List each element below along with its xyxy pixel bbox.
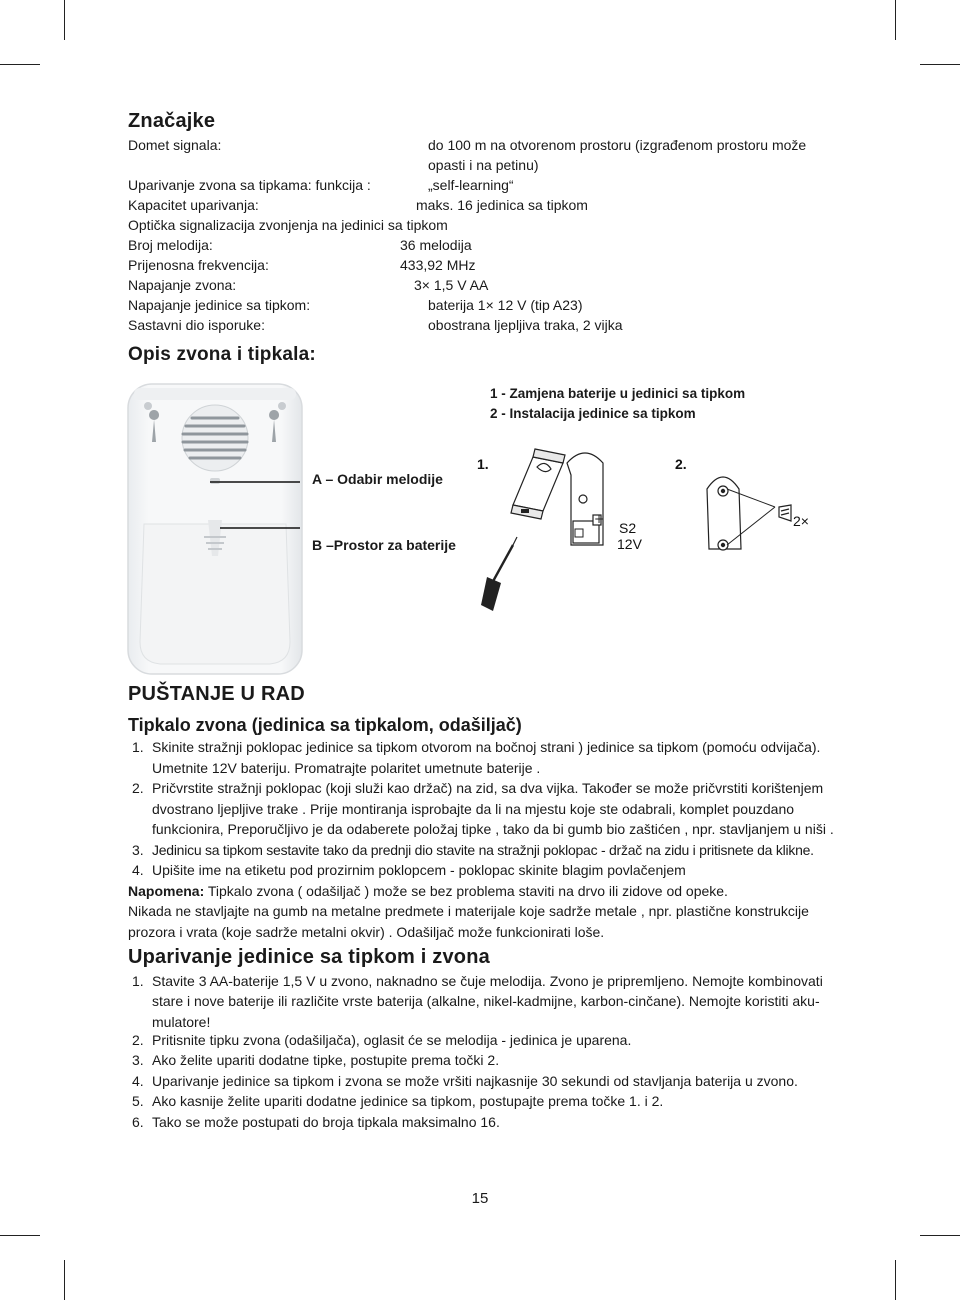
transmitter-subtitle: Tipkalo zvona (jedinica sa tipkalom, odašiljač) [128,715,522,735]
crop-mark [64,1260,65,1300]
spec-label: Optička signalizacija zvonjenja na jedinici sa tipkom [128,217,448,233]
note-paragraph [128,881,833,902]
spec-label: Napajanje zvona: [128,277,237,293]
spec-label: Broj melodija: [128,237,213,253]
step-text: Upišite ime na etiketu pod prozirnim poklopcem - poklopac skinite blagim povlačenjem [152,862,686,878]
step-text: Ako kasnije želite upariti dodatne jedinice sa tipkom, postupajte prema točke 1. i 2. [152,1093,664,1109]
step-number: 4. [132,862,144,878]
spec-label: Kapacitet uparivanja: [128,197,259,213]
step-number: 2. [132,780,144,796]
step-number: 2. [132,1032,144,1048]
spec-value: maks. 16 jedinica sa tipkom [416,197,588,213]
crop-mark [920,64,960,65]
startup-title: PUŠTANJE U RAD [128,683,305,705]
caption-battery-replacement: 1 - Zamjena baterije u jedinici sa tipkom [490,386,746,401]
caption-button-installation: 2 - Instalacija jedinice sa tipkom [490,406,696,421]
label-melody-selection: A – Odabir melodije [312,471,443,487]
spec-label: Prijenosna frekvencija: [128,257,269,273]
step-number: 1. [132,739,144,755]
crop-mark [895,1260,896,1300]
figure-battery-12v: 12V [617,536,642,552]
step-number: 1. [132,973,144,989]
spec-label: Uparivanje zvona sa tipkama: funkcija : [128,177,371,193]
installation-figure [475,445,835,615]
step-text: Skinite stražnji poklopac jedinice sa tipkom otvorom na bočnoj strani ) jedinice sa tipkom (pomoću odvijača). [152,739,821,755]
step-number: 5. [132,1093,144,1109]
spec-value: opasti i na petinu) [428,157,539,173]
step-text: Pritisnite tipku zvona (odašiljača), oglasit će se melodija - jedinica je uparena. [152,1032,632,1048]
step-number: 3. [132,842,144,858]
spec-value: do 100 m na otvorenom prostoru (izgrađenom prostoru može [428,137,807,153]
step-text: funkcionira, Preporučljivo je da odaberete položaj tipke , tako da bi gumb bio zaštićen , npr. stavljanjem u niši . [152,821,834,837]
figure-step-1: 1. [477,456,489,472]
figure-screw-count: 2× [793,513,809,529]
label-battery-compartment: B –Prostor za baterije [312,537,456,553]
pairing-title: Uparivanje jedinice sa tipkom i zvona [128,946,490,968]
step-text: stare i nove baterije ili različite vrste baterija (alkalne, nikel-kadmijne, karbon-cinčane). Nemojte koristiti aku- [152,993,820,1009]
figure-step-2: 2. [675,456,687,472]
step-text: Tako se može postupati do broja tipkala maksimalno 16. [152,1114,500,1130]
step-text: Ako želite upariti dodatne tipke, postupite prema točki 2. [152,1052,500,1068]
spec-value: baterija 1× 12 V (tip A23) [428,297,583,313]
description-title: Opis zvona i tipkala: [128,344,316,365]
step-text: Stavite 3 AA-baterije 1,5 V u zvono, naknadno se čuje melodija. Zvono je pripremljeno. Nemojte kombinovati [152,973,823,989]
step-number: 3. [132,1052,144,1068]
spec-value: 3× 1,5 V AA [414,277,489,293]
spec-value: obostrana ljepljiva traka, 2 vijka [428,317,623,333]
step-text: Pričvrstite stražnji poklopac (koji služi kao držač) na zid, sa dva vijka. Također se može pričvrstiti korištenjem [152,780,824,796]
crop-mark [0,64,40,65]
step-number: 6. [132,1114,144,1130]
step-text: Umetnite 12V bateriju. Promatrajte polaritet umetnute baterije . [152,760,541,776]
step-text: Uparivanje jedinice sa tipkom i zvona se može vršiti najkasnije 30 sekundi od stavljanja baterija u zvono. [152,1073,798,1089]
crop-mark [895,0,896,40]
spec-value: „self-learning“ [428,177,514,193]
spec-value: 433,92 MHz [400,257,476,273]
crop-mark [920,1235,960,1236]
crop-mark [64,0,65,40]
spec-label: Domet signala: [128,137,222,153]
crop-mark [0,1235,40,1236]
specs-title: Značajke [128,110,216,132]
step-number: 4. [132,1073,144,1089]
step-text: mulatore! [152,1014,211,1030]
step-text: dvostrano ljepljive trake . Prije montiranja isprobajte da li na mjestu koje ste odabrali, komplet pouzdano [152,801,795,817]
note-line: Nikada ne stavljajte na gumb na metalne predmete i materijale koje sadrže metale , npr. plastične konstrukcije [128,903,809,919]
note-label: Napomena: [128,883,205,899]
spec-label: Napajanje jedinice sa tipkom: [128,297,311,313]
spec-label: Sastavni dio isporuke: [128,317,265,333]
figure-switch-s2: S2 [619,520,637,536]
note-text: Tipkalo zvona ( odašiljač ) može se bez problema staviti na drvo ili zidove od opeke. [204,883,728,899]
spec-value: 36 melodija [400,237,472,253]
note-line: prozora i vrata (koje sadrže metalni okvir) . Odašiljač može funkcionirati loše. [128,924,605,940]
plus-sign-icon: + [594,512,605,526]
page-number: 15 [471,1190,489,1207]
step-text: Jedinicu sa tipkom sestavite tako da prednji dio stavite na stražnji poklopac - držač na zidu i pritisnete da klikne. [152,842,814,858]
